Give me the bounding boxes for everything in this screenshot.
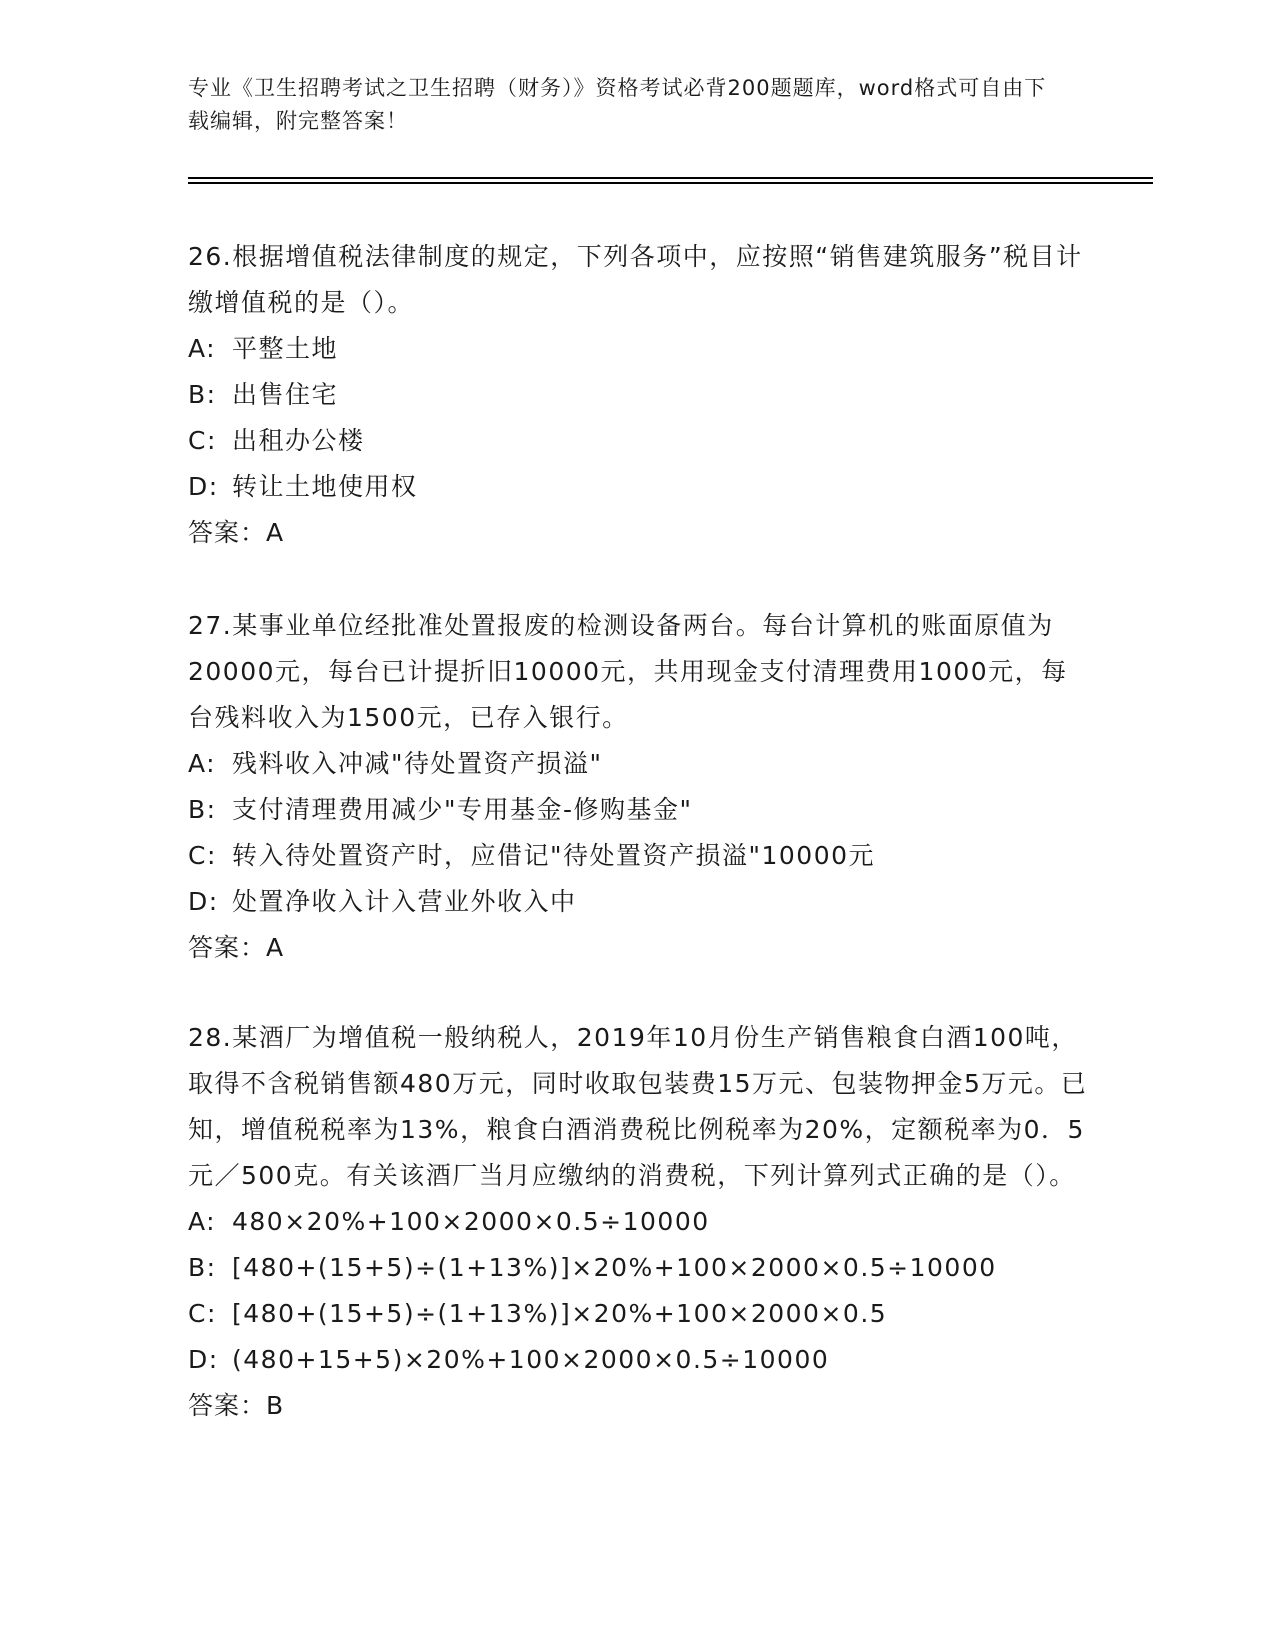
option-text: 出租办公楼 bbox=[232, 426, 365, 455]
option-text: [480+(15+5)÷(1+13%)]×20%+100×2000×0.5 bbox=[232, 1299, 888, 1328]
header-rule-top bbox=[188, 177, 1153, 179]
question-text: 27.某事业单位经批准处置报废的检测设备两台。每台计算机的账面原值为20000元，每台已计提折旧10000元，共用现金支付清理费用1000元，每台残料收入为1500元，已存入银行。 bbox=[188, 611, 1068, 732]
option-a bbox=[188, 1199, 1088, 1245]
option-b bbox=[188, 1245, 1088, 1291]
option-text: 处置净收入计入营业外收入中 bbox=[232, 887, 577, 916]
option-text: [480+(15+5)÷(1+13%)]×20%+100×2000×0.5÷10000 bbox=[232, 1253, 997, 1282]
option-letter: C: bbox=[188, 1299, 217, 1328]
option-letter: B: bbox=[188, 380, 217, 409]
question-text: 26.根据增值税法律制度的规定，下列各项中，应按照“销售建筑服务”税目计缴增值税的是（）。 bbox=[188, 242, 1083, 317]
option-letter: D: bbox=[188, 1345, 219, 1374]
option-d bbox=[188, 879, 1088, 925]
option-a bbox=[188, 326, 1088, 372]
option-text: 残料收入冲减"待处置资产损溢" bbox=[232, 749, 603, 778]
question-text: 28.某酒厂为增值税一般纳税人，2019年10月份生产销售粮食白酒100吨，取得不含税销售额480万元，同时收取包装费15万元、包装物押金5万元。已知，增值税税率为13%，粮食白酒消费税比例税率为20%，定额税率为0．5元／500克。有关该酒厂当月应缴纳的消费税，下列计算列式正确的是（）。 bbox=[188, 1023, 1088, 1190]
question-26 bbox=[188, 234, 1088, 556]
question-28 bbox=[188, 1015, 1088, 1429]
document-header: 专业《卫生招聘考试之卫生招聘（财务）》资格考试必背200题题库，word格式可自由下载编辑，附完整答案！ bbox=[188, 76, 1047, 133]
option-text: 平整土地 bbox=[232, 334, 339, 363]
option-b bbox=[188, 372, 1088, 418]
option-c bbox=[188, 1291, 1088, 1337]
option-letter: C: bbox=[188, 426, 217, 455]
question-27 bbox=[188, 603, 1088, 971]
answer-line: 答案：A bbox=[188, 933, 285, 962]
option-letter: A: bbox=[188, 749, 217, 778]
option-b bbox=[188, 787, 1088, 833]
option-d bbox=[188, 1337, 1088, 1383]
answer-line: 答案：B bbox=[188, 1391, 285, 1420]
option-d bbox=[188, 464, 1088, 510]
option-text: (480+15+5)×20%+100×2000×0.5÷10000 bbox=[232, 1345, 830, 1374]
option-text: 出售住宅 bbox=[232, 380, 339, 409]
option-letter: A: bbox=[188, 334, 217, 363]
option-letter: B: bbox=[188, 1253, 217, 1282]
option-letter: C: bbox=[188, 841, 217, 870]
option-text: 转让土地使用权 bbox=[232, 472, 418, 501]
option-c bbox=[188, 418, 1088, 464]
header-rule-bottom bbox=[188, 182, 1153, 184]
option-text: 支付清理费用减少"专用基金-修购基金" bbox=[232, 795, 693, 824]
option-text: 480×20%+100×2000×0.5÷10000 bbox=[232, 1207, 710, 1236]
option-a bbox=[188, 741, 1088, 787]
option-letter: D: bbox=[188, 887, 219, 916]
option-letter: A: bbox=[188, 1207, 217, 1236]
option-letter: B: bbox=[188, 795, 217, 824]
option-text: 转入待处置资产时，应借记"待处置资产损溢"10000元 bbox=[232, 841, 876, 870]
answer-line: 答案：A bbox=[188, 518, 285, 547]
option-letter: D: bbox=[188, 472, 219, 501]
option-c bbox=[188, 833, 1088, 879]
